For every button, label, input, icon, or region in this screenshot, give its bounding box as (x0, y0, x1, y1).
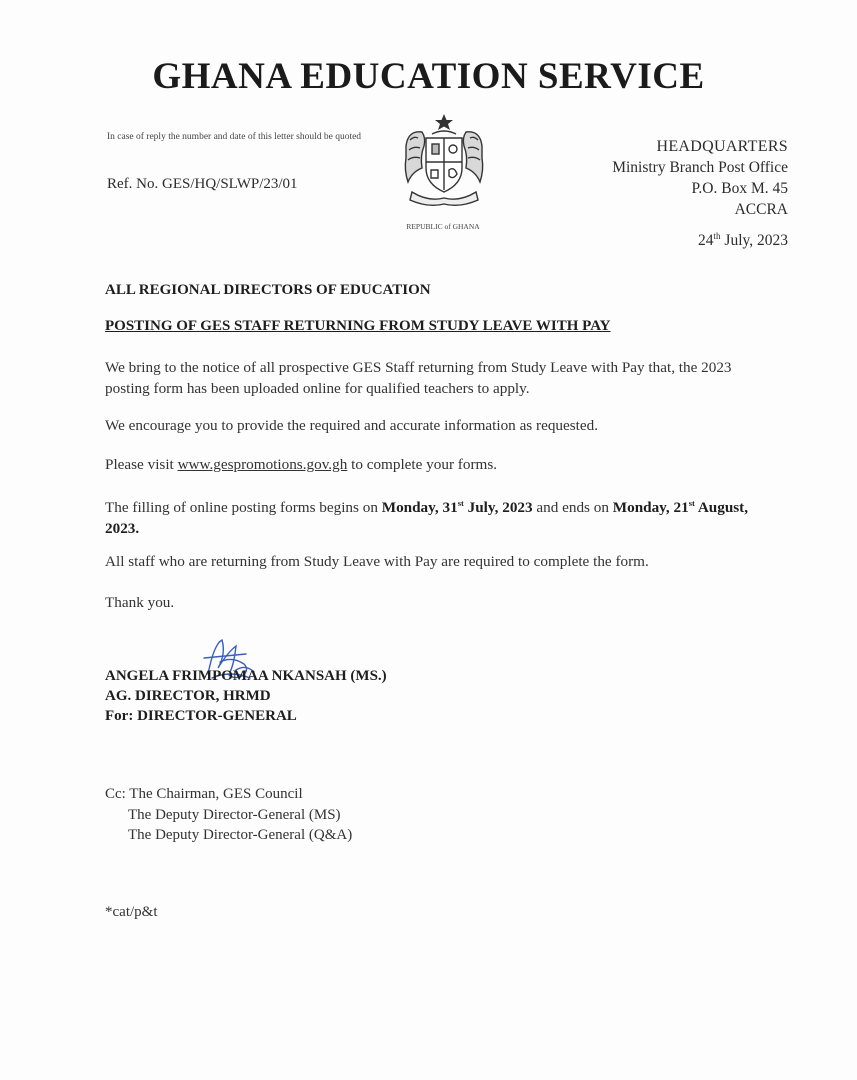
website-link[interactable]: www.gespromotions.gov.gh (177, 456, 348, 473)
start-date-rest: July, 2023 (463, 499, 533, 517)
address-line-1: HEADQUARTERS (656, 138, 788, 155)
end-date-prefix: Monday, 21 (612, 499, 689, 517)
crest-caption: REPUBLIC of GHANA (406, 222, 480, 231)
sender-address (612, 136, 788, 220)
body-paragraph-3 (105, 454, 765, 475)
cc-line-2: The Deputy Director-General (MS) (128, 806, 341, 823)
cc-line-3: The Deputy Director-General (Q&A) (128, 827, 353, 843)
date-day: 24 (698, 232, 714, 250)
para3-after: to complete your forms. (347, 456, 498, 473)
reference-number: Ref. No. GES/HQ/SLWP/23/01 (107, 176, 298, 192)
signatory-block (105, 666, 387, 726)
address-line-4: ACCRA (734, 201, 788, 218)
start-date-suffix: st (457, 498, 464, 508)
reply-note: In case of reply the number and date of this letter should be quoted (107, 132, 362, 142)
addressee: ALL REGIONAL DIRECTORS OF EDUCATION (105, 282, 431, 298)
letterhead-title: GHANA EDUCATION SERVICE (152, 56, 705, 97)
signatory-name: ANGELA FRIMPOMAA NKANSAH (MS.) (105, 668, 387, 684)
body-paragraph-4 (105, 493, 765, 539)
end-date-rest: August, 2023. (105, 499, 749, 538)
body-paragraph-1: We bring to the notice of all prospective GES Staff returning from Study Leave with Pay that, the 2023 posting form has been uploaded online for qualified teachers to apply. (105, 359, 732, 397)
cc-line-1: Cc: The Chairman, GES Council (105, 786, 303, 802)
body-paragraph-2: We encourage you to provide the required and accurate information as requested. (105, 417, 599, 434)
date-suffix: th (713, 231, 721, 241)
start-date (382, 499, 533, 516)
start-date-prefix: Monday, 31 (381, 499, 458, 517)
closing-line: Thank you. (105, 594, 175, 611)
address-line-3: P.O. Box M. 45 (691, 180, 788, 197)
signatory-title: AG. DIRECTOR, HRMD (105, 688, 271, 704)
para4-before: The filling of online posting forms begins on (105, 499, 382, 517)
cc-block (105, 784, 352, 846)
ghana-coat-of-arms-icon (398, 112, 490, 208)
address-line-2: Ministry Branch Post Office (612, 159, 788, 176)
para4-middle: and ends on (532, 499, 613, 517)
end-date-suffix: st (688, 498, 695, 508)
signatory-for: For: DIRECTOR-GENERAL (105, 708, 297, 724)
subject-line: POSTING OF GES STAFF RETURNING FROM STUDY LEAVE WITH PAY (105, 318, 611, 334)
body-paragraph-5: All staff who are returning from Study Leave with Pay are required to complete the form. (105, 553, 649, 570)
letter-date (698, 231, 788, 250)
para3-before: Please visit (105, 456, 178, 473)
date-rest: July, 2023 (720, 232, 788, 250)
typist-initials: *cat/p&t (105, 904, 158, 920)
